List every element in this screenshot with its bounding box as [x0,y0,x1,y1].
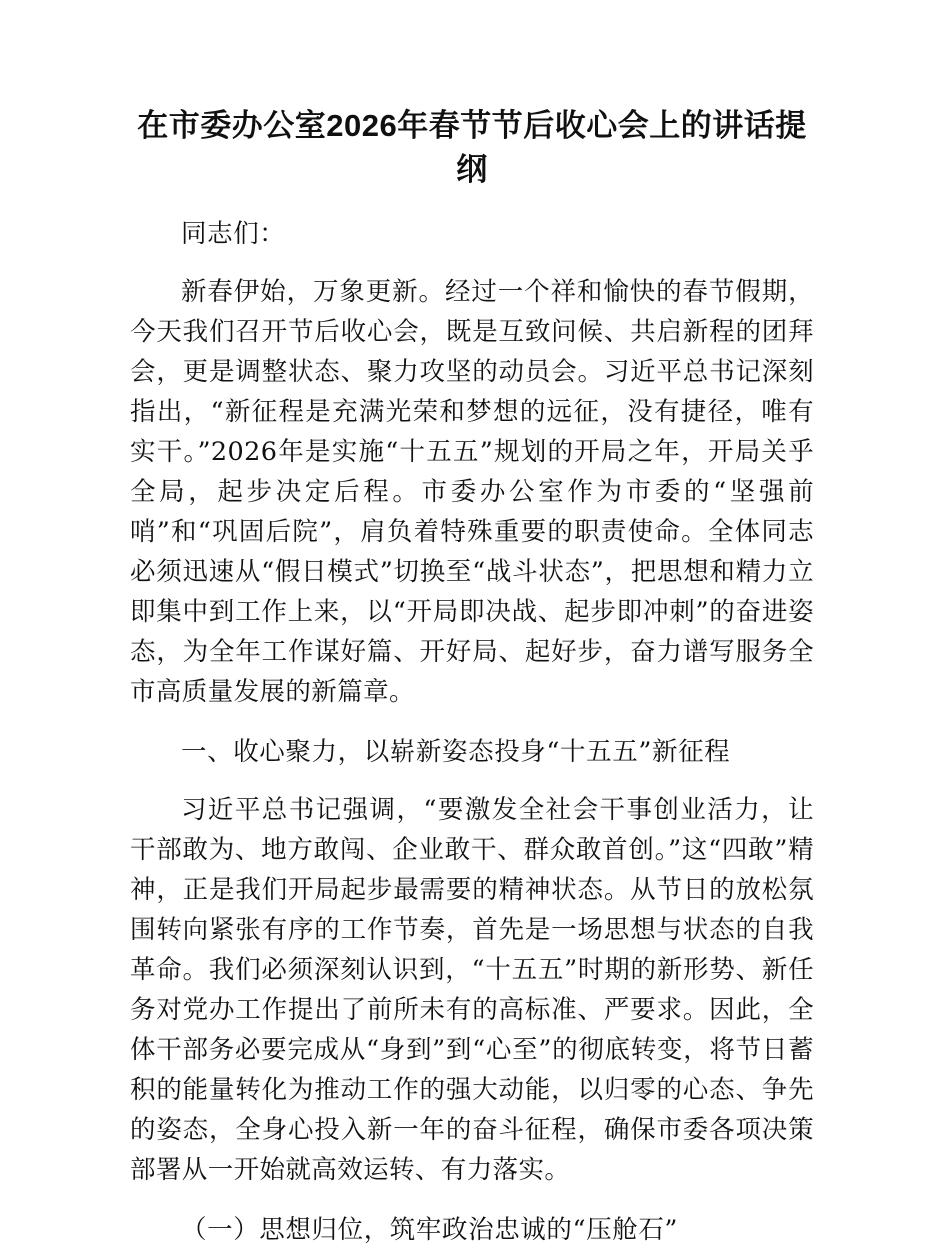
subsection-heading-1-1: （一）思想归位，筑牢政治忠诚的“压舱石” [181,1215,679,1245]
section-heading-1: 一、收心聚力，以崭新姿态投身“十五五”新征程 [181,737,731,767]
body-paragraph-intro: 新春伊始，万象更新。经过一个祥和愉快的春节假期，今天我们召开节后收心会，既是互致问候、共启新程的团拜会，更是调整状态、聚力攻坚的动员会。习近平总书记深刻指出，“新征程是充满光荣和梦想的远征，没有捷径，唯有实干。”2026年是实施“十五五”规划的开局之年，开局关乎全局，起步决定后程。市委办公室作为市委的“坚强前哨”和“巩固后院”，肩负着特殊重要的职责使命。全体同志必须迅速从“假日模式”切换至“战斗状态”，把思想和精力立即集中到工作上来，以“开局即决战、起步即冲刺”的奋进姿态，为全年工作谋好篇、开好局、起好步，奋力谱写服务全市高质量发展的新篇章。 [130,277,814,707]
document-content [130,0,814,1250]
page-title: 在市委办公室2026年春节节后收心会上的讲话提纲 [137,108,807,187]
body-paragraph-section1: 习近平总书记强调，“要激发全社会干事创业活力，让干部敢为、地方敢闯、企业敢干、群众敢首创。”这“四敢”精神，正是我们开局起步最需要的精神状态。从节日的放松氛围转向紧张有序的工作节奏，首先是一场思想与状态的自我革命。我们必须深刻认识到，“十五五”时期的新形势、新任务对党办工作提出了前所未有的高标准、严要求。因此，全体干部务必要完成从“身到”到“心至”的彻底转变，将节日蓄积的能量转化为推动工作的强大动能，以归零的心态、争先的姿态，全身心投入新一年的奋斗征程，确保市委各项决策部署从一开始就高效运转、有力落实。 [130,795,814,1185]
salutation-line: 同志们： [181,219,286,249]
